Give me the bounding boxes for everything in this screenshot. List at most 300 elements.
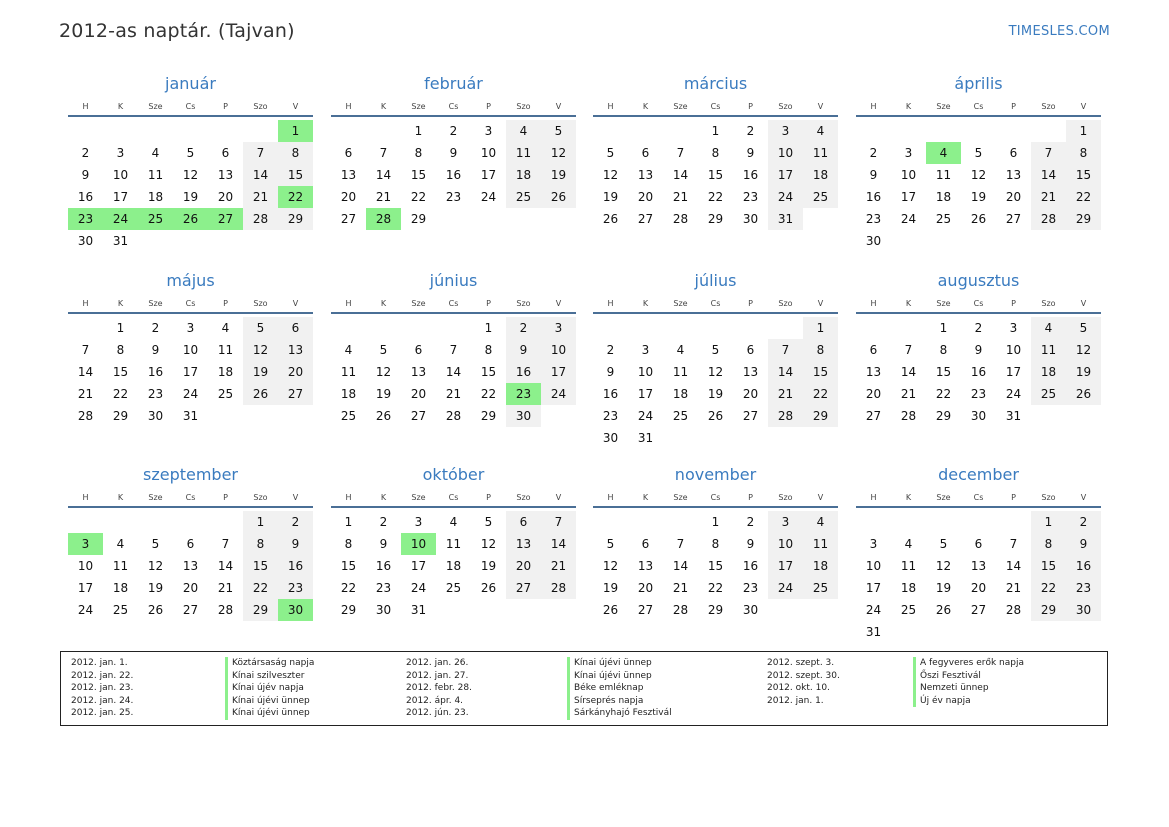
day-cell: 14 — [900, 365, 917, 379]
month-rule — [593, 506, 838, 508]
weekday-header: P — [748, 102, 753, 111]
day-cell: 24 — [77, 603, 94, 617]
weekday-header: Sze — [148, 299, 163, 308]
day-cell: 6 — [506, 511, 541, 533]
day-cell: 16 — [742, 168, 759, 182]
holiday-day-cell: 3 — [68, 533, 103, 555]
day-cell: 29 — [1031, 599, 1066, 621]
legend-holiday-name: Őszi Fesztivál — [920, 670, 981, 681]
day-cell: 2 — [869, 146, 878, 160]
legend-names — [232, 657, 314, 720]
day-cell: 19 — [707, 387, 724, 401]
weekday-header: Sze — [148, 102, 163, 111]
day-cell: 5 — [711, 343, 720, 357]
day-cell: 3 — [116, 146, 125, 160]
month-rule — [331, 312, 576, 314]
day-cell: 6 — [869, 343, 878, 357]
holiday-day-cell: 25 — [138, 208, 173, 230]
day-cell: 9 — [974, 343, 983, 357]
day-cell: 26 — [480, 581, 497, 595]
legend-holiday-name: Sárkányhajó Fesztivál — [574, 708, 672, 719]
day-cell: 14 — [768, 361, 803, 383]
day-cell: 3 — [414, 515, 423, 529]
weekday-header: Sze — [411, 102, 426, 111]
legend-marker — [913, 657, 916, 707]
legend-holiday-name: Béke emléknap — [574, 683, 644, 694]
day-cell: 22 — [112, 387, 129, 401]
day-cell: 19 — [375, 387, 392, 401]
day-cell: 6 — [221, 146, 230, 160]
legend-date: 2012. febr. 28. — [406, 683, 472, 694]
day-cell: 5 — [939, 537, 948, 551]
day-cell: 2 — [974, 321, 983, 335]
day-cell: 30 — [602, 431, 619, 445]
day-cell: 13 — [637, 559, 654, 573]
day-cell: 19 — [480, 559, 497, 573]
day-cell: 29 — [707, 212, 724, 226]
month-name: május — [166, 271, 215, 290]
day-cell: 14 — [672, 559, 689, 573]
day-cell: 13 — [637, 168, 654, 182]
day-cell: 17 — [480, 168, 497, 182]
day-cell: 15 — [243, 555, 278, 577]
day-cell: 18 — [803, 164, 838, 186]
day-cell: 6 — [746, 343, 755, 357]
day-cell: 27 — [278, 383, 313, 405]
day-cell: 22 — [243, 577, 278, 599]
day-cell: 18 — [803, 555, 838, 577]
day-cell: 3 — [641, 343, 650, 357]
weekday-header: H — [82, 493, 89, 502]
holiday-day-cell: 1 — [278, 120, 313, 142]
month-rule — [856, 115, 1101, 117]
day-cell: 19 — [243, 361, 278, 383]
day-cell: 20 — [410, 387, 427, 401]
day-cell: 17 — [900, 190, 917, 204]
day-cell: 8 — [803, 339, 838, 361]
day-cell: 30 — [970, 409, 987, 423]
day-cell: 10 — [865, 559, 882, 573]
legend-holiday-name: Kínai szilveszter — [232, 670, 305, 681]
legend-date: 2012. jan. 1. — [767, 695, 824, 706]
weekday-header: Cs — [185, 102, 196, 111]
weekday-header: H — [870, 493, 877, 502]
day-cell: 5 — [1066, 317, 1101, 339]
day-cell: 25 — [672, 409, 689, 423]
day-cell: 23 — [742, 190, 759, 204]
day-cell: 23 — [602, 409, 619, 423]
day-cell: 2 — [746, 515, 755, 529]
day-cell: 28 — [445, 409, 462, 423]
day-cell: 16 — [865, 190, 882, 204]
day-cell: 16 — [147, 365, 164, 379]
weekday-header: K — [380, 102, 387, 111]
day-cell: 16 — [506, 361, 541, 383]
day-cell: 22 — [480, 387, 497, 401]
day-cell: 24 — [768, 186, 803, 208]
day-cell: 3 — [484, 124, 493, 138]
day-cell: 12 — [243, 339, 278, 361]
legend-names — [574, 657, 672, 720]
weekday-header: Szo — [778, 102, 793, 111]
day-cell: 30 — [147, 409, 164, 423]
day-cell: 10 — [480, 146, 497, 160]
legend-date: 2012. jan. 1. — [71, 658, 128, 668]
day-cell: 21 — [217, 581, 234, 595]
weekday-header: P — [223, 102, 228, 111]
day-cell: 15 — [707, 168, 724, 182]
weekday-header: Cs — [710, 493, 721, 502]
legend-holiday-name: Köztársaság napja — [232, 658, 315, 668]
day-cell: 15 — [1031, 555, 1066, 577]
day-cell: 5 — [379, 343, 388, 357]
day-cell: 4 — [803, 511, 838, 533]
day-cell: 9 — [379, 537, 388, 551]
weekday-header: K — [905, 493, 912, 502]
day-cell: 6 — [641, 537, 650, 551]
day-cell: 24 — [480, 190, 497, 204]
day-cell: 23 — [970, 387, 987, 401]
day-cell: 11 — [217, 343, 234, 357]
day-cell: 12 — [707, 365, 724, 379]
month-rule — [68, 506, 313, 508]
day-cell: 30 — [742, 603, 759, 617]
day-cell: 25 — [112, 603, 129, 617]
weekday-header: Sze — [936, 299, 951, 308]
weekday-header: V — [1080, 299, 1087, 308]
day-cell: 13 — [217, 168, 234, 182]
day-cell: 1 — [711, 124, 720, 138]
day-cell: 17 — [410, 559, 427, 573]
month-name: december — [938, 465, 1019, 484]
day-cell: 2 — [81, 146, 90, 160]
day-cell: 14 — [77, 365, 94, 379]
day-cell: 31 — [637, 431, 654, 445]
holiday-day-cell: 24 — [103, 208, 138, 230]
weekday-header: Cs — [973, 102, 984, 111]
day-cell: 5 — [541, 120, 576, 142]
day-cell: 22 — [1066, 186, 1101, 208]
day-cell: 8 — [711, 146, 720, 160]
legend-holiday-name: Sírseprés napja — [574, 695, 644, 706]
day-cell: 24 — [182, 387, 199, 401]
day-cell: 11 — [803, 142, 838, 164]
holiday-day-cell: 22 — [278, 186, 313, 208]
weekday-header: Szo — [1041, 493, 1056, 502]
day-cell: 26 — [375, 409, 392, 423]
weekday-header: Szo — [253, 299, 268, 308]
day-cell: 24 — [637, 409, 654, 423]
day-cell: 22 — [707, 190, 724, 204]
day-cell: 3 — [541, 317, 576, 339]
month-rule — [593, 115, 838, 117]
day-cell: 12 — [480, 537, 497, 551]
day-cell: 30 — [506, 405, 541, 427]
day-cell: 8 — [484, 343, 493, 357]
weekday-header: V — [817, 299, 824, 308]
day-cell: 1 — [939, 321, 948, 335]
weekday-header: Szo — [516, 493, 531, 502]
month-rule — [68, 312, 313, 314]
day-cell: 27 — [1005, 212, 1022, 226]
day-cell: 7 — [676, 537, 685, 551]
day-cell: 21 — [900, 387, 917, 401]
day-cell: 18 — [900, 581, 917, 595]
weekday-header: K — [117, 102, 124, 111]
weekday-header: P — [748, 493, 753, 502]
legend-date: 2012. jan. 27. — [406, 670, 469, 681]
day-cell: 8 — [278, 142, 313, 164]
weekday-header: V — [292, 493, 299, 502]
day-cell: 30 — [77, 234, 94, 248]
day-cell: 25 — [217, 387, 234, 401]
day-cell: 16 — [742, 559, 759, 573]
day-cell: 15 — [480, 365, 497, 379]
weekday-header: V — [292, 102, 299, 111]
day-cell: 19 — [935, 581, 952, 595]
day-cell: 17 — [865, 581, 882, 595]
day-cell: 4 — [676, 343, 685, 357]
day-cell: 6 — [414, 343, 423, 357]
legend-date: 2012. jan. 23. — [71, 683, 134, 694]
day-cell: 9 — [81, 168, 90, 182]
day-cell: 10 — [77, 559, 94, 573]
day-cell: 8 — [243, 533, 278, 555]
day-cell: 9 — [278, 533, 313, 555]
day-cell: 24 — [900, 212, 917, 226]
day-cell: 10 — [900, 168, 917, 182]
holiday-day-cell: 28 — [366, 208, 401, 230]
day-cell: 23 — [278, 577, 313, 599]
day-cell: 31 — [1005, 409, 1022, 423]
day-cell: 7 — [1009, 537, 1018, 551]
day-cell: 26 — [707, 409, 724, 423]
weekday-header: P — [223, 493, 228, 502]
weekday-header: H — [82, 102, 89, 111]
day-cell: 30 — [375, 603, 392, 617]
day-cell: 25 — [340, 409, 357, 423]
day-cell: 18 — [147, 190, 164, 204]
day-cell: 28 — [1031, 208, 1066, 230]
day-cell: 26 — [147, 603, 164, 617]
day-cell: 10 — [1005, 343, 1022, 357]
day-cell: 17 — [768, 164, 803, 186]
month-rule — [68, 115, 313, 117]
weekday-header: V — [555, 493, 562, 502]
day-cell: 17 — [768, 555, 803, 577]
day-cell: 25 — [803, 186, 838, 208]
day-cell: 13 — [506, 533, 541, 555]
day-cell: 3 — [869, 537, 878, 551]
brand-link[interactable]: TIMESLES.COM — [1008, 24, 1110, 39]
weekday-header: H — [607, 299, 614, 308]
month-rule — [331, 115, 576, 117]
day-cell: 8 — [1066, 142, 1101, 164]
weekday-header: H — [870, 299, 877, 308]
day-cell: 17 — [1005, 365, 1022, 379]
day-cell: 26 — [541, 186, 576, 208]
day-cell: 30 — [865, 234, 882, 248]
day-cell: 1 — [414, 124, 423, 138]
day-cell: 6 — [974, 537, 983, 551]
day-cell: 28 — [1005, 603, 1022, 617]
day-cell: 11 — [1031, 339, 1066, 361]
weekday-header: P — [1011, 299, 1016, 308]
day-cell: 31 — [410, 603, 427, 617]
day-cell: 17 — [541, 361, 576, 383]
day-cell: 3 — [768, 511, 803, 533]
day-cell: 6 — [344, 146, 353, 160]
day-cell: 27 — [182, 603, 199, 617]
holiday-day-cell: 27 — [208, 208, 243, 230]
day-cell: 9 — [1066, 533, 1101, 555]
month-name: március — [683, 74, 748, 93]
day-cell: 7 — [221, 537, 230, 551]
day-cell: 29 — [803, 405, 838, 427]
weekday-header: H — [870, 102, 877, 111]
weekday-header: Szo — [1041, 102, 1056, 111]
weekday-header: K — [642, 493, 649, 502]
day-cell: 9 — [151, 343, 160, 357]
day-cell: 17 — [637, 387, 654, 401]
weekday-header: K — [905, 102, 912, 111]
day-cell: 8 — [414, 146, 423, 160]
day-cell: 11 — [506, 142, 541, 164]
day-cell: 19 — [182, 190, 199, 204]
day-cell: 31 — [865, 625, 882, 639]
day-cell: 23 — [147, 387, 164, 401]
day-cell: 4 — [116, 537, 125, 551]
legend-marker — [225, 657, 228, 720]
day-cell: 9 — [449, 146, 458, 160]
day-cell: 4 — [904, 537, 913, 551]
day-cell: 24 — [541, 383, 576, 405]
day-cell: 26 — [1066, 383, 1101, 405]
day-cell: 1 — [803, 317, 838, 339]
month-rule — [856, 312, 1101, 314]
day-cell: 31 — [182, 409, 199, 423]
day-cell: 15 — [707, 559, 724, 573]
day-cell: 29 — [1066, 208, 1101, 230]
legend-date: 2012. szept. 30. — [767, 670, 840, 681]
day-cell: 7 — [676, 146, 685, 160]
day-cell: 10 — [768, 142, 803, 164]
weekday-header: V — [1080, 102, 1087, 111]
legend-date: 2012. jan. 22. — [71, 670, 134, 681]
day-cell: 15 — [410, 168, 427, 182]
day-cell: 24 — [768, 577, 803, 599]
day-cell: 10 — [768, 533, 803, 555]
legend-dates — [406, 657, 472, 720]
day-cell: 18 — [506, 164, 541, 186]
day-cell: 6 — [641, 146, 650, 160]
day-cell: 2 — [379, 515, 388, 529]
day-cell: 29 — [112, 409, 129, 423]
day-cell: 18 — [112, 581, 129, 595]
day-cell: 8 — [711, 537, 720, 551]
day-cell: 13 — [865, 365, 882, 379]
day-cell: 10 — [637, 365, 654, 379]
day-cell: 14 — [672, 168, 689, 182]
day-cell: 28 — [217, 603, 234, 617]
legend-holiday-name: Kínai újévi ünnep — [232, 708, 310, 719]
month-name: augusztus — [937, 271, 1020, 290]
weekday-header: Sze — [148, 493, 163, 502]
day-cell: 5 — [151, 537, 160, 551]
holiday-day-cell: 26 — [173, 208, 208, 230]
day-cell: 4 — [151, 146, 160, 160]
month-rule — [856, 506, 1101, 508]
day-cell: 18 — [1031, 361, 1066, 383]
day-cell: 21 — [375, 190, 392, 204]
day-cell: 26 — [243, 383, 278, 405]
day-cell: 16 — [375, 559, 392, 573]
month-name: szeptember — [142, 465, 238, 484]
day-cell: 2 — [606, 343, 615, 357]
day-cell: 16 — [445, 168, 462, 182]
day-cell: 20 — [637, 190, 654, 204]
day-cell: 7 — [81, 343, 90, 357]
month-name: november — [674, 465, 757, 484]
legend-names — [920, 657, 1024, 707]
day-cell: 21 — [445, 387, 462, 401]
day-cell: 29 — [340, 603, 357, 617]
day-cell: 23 — [1066, 577, 1101, 599]
weekday-header: Cs — [973, 493, 984, 502]
weekday-header: K — [117, 299, 124, 308]
day-cell: 29 — [480, 409, 497, 423]
day-cell: 25 — [803, 577, 838, 599]
day-cell: 27 — [506, 577, 541, 599]
day-cell: 27 — [865, 409, 882, 423]
day-cell: 8 — [116, 343, 125, 357]
day-cell: 21 — [1005, 581, 1022, 595]
day-cell: 20 — [742, 387, 759, 401]
day-cell: 22 — [1031, 577, 1066, 599]
day-cell: 5 — [606, 537, 615, 551]
day-cell: 28 — [672, 212, 689, 226]
day-cell: 12 — [147, 559, 164, 573]
weekday-header: Sze — [411, 493, 426, 502]
weekday-header: V — [292, 299, 299, 308]
month-name: április — [954, 74, 1003, 93]
day-cell: 7 — [1031, 142, 1066, 164]
legend-date: 2012. ápr. 4. — [406, 695, 464, 706]
day-cell: 18 — [217, 365, 234, 379]
day-cell: 20 — [182, 581, 199, 595]
day-cell: 14 — [541, 533, 576, 555]
legend-holiday-name: Új év napja — [920, 695, 971, 706]
day-cell: 11 — [935, 168, 952, 182]
weekday-header: Cs — [448, 299, 459, 308]
day-cell: 25 — [1031, 383, 1066, 405]
day-cell: 9 — [506, 339, 541, 361]
day-cell: 14 — [1031, 164, 1066, 186]
day-cell: 28 — [541, 577, 576, 599]
day-cell: 16 — [278, 555, 313, 577]
legend-holiday-name: Kínai újév napja — [232, 683, 304, 694]
day-cell: 11 — [147, 168, 164, 182]
day-cell: 12 — [970, 168, 987, 182]
legend-marker — [567, 657, 570, 720]
day-cell: 17 — [112, 190, 129, 204]
day-cell: 16 — [1066, 555, 1101, 577]
weekday-header: K — [642, 102, 649, 111]
day-cell: 20 — [340, 190, 357, 204]
day-cell: 28 — [77, 409, 94, 423]
day-cell: 7 — [243, 142, 278, 164]
day-cell: 30 — [742, 212, 759, 226]
